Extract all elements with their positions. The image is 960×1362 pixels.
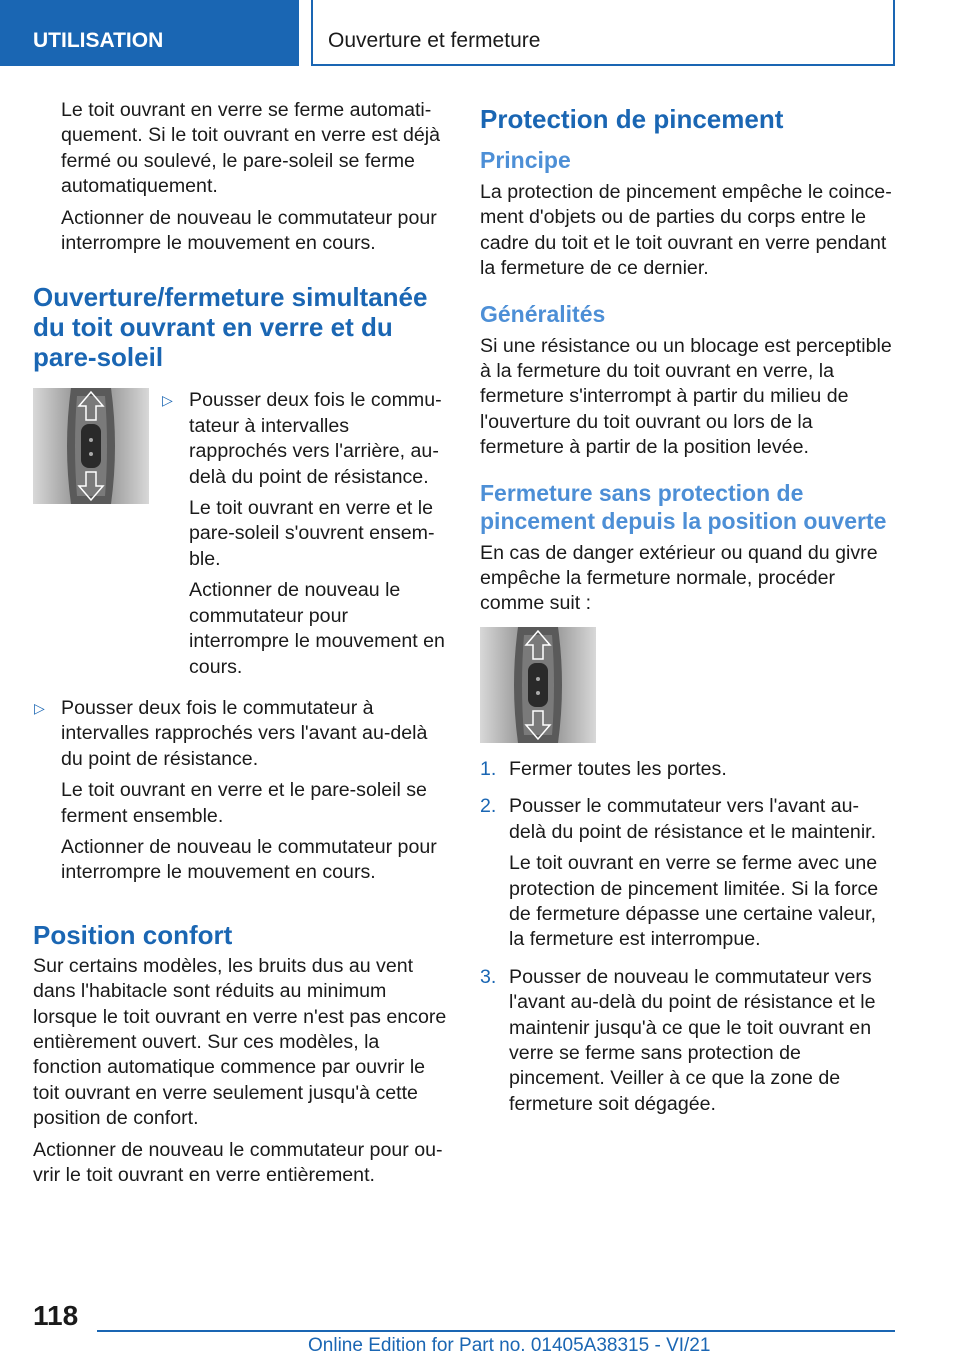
step-item	[480, 794, 895, 958]
bullet-1-paragraph-1: Pousser deux fois le commutateur à intervalles rapprochés vers l'arrière, au-delà du point de résistance.	[189, 389, 442, 488]
heading-confort: Position confort	[33, 919, 233, 950]
step-number: 2.	[480, 795, 497, 818]
step-2-paragraph-2: Le toit ouvrant en verre se ferme avec une protection de pincement limitée. Si la force de fermeture dépasse une certaine valeur, la fermeture est interrompue.	[509, 852, 879, 951]
edition-text: Online Edition for Part no. 01405A38315 - VI/21	[308, 1335, 711, 1356]
right-column	[480, 98, 895, 1129]
bullet-2-paragraph-2: Le toit ouvrant en verre et le pare-soleil se ferment ensemble.	[61, 779, 427, 827]
step-number: 3.	[480, 965, 497, 988]
heading-principe: Principe	[480, 147, 571, 173]
bullet-1-block	[149, 388, 448, 691]
bullet-triangle-icon: ▷	[162, 392, 173, 409]
left-column	[33, 98, 448, 1194]
intro-paragraph-2: Actionner de nouveau le commutateur pour interrompre le mouvement en cours.	[61, 206, 437, 255]
intro-block	[33, 98, 448, 256]
step-item	[480, 757, 895, 788]
switch-image-row	[33, 388, 448, 691]
heading-generalites: Généralités	[480, 300, 606, 327]
roof-switch-image	[33, 388, 149, 504]
bullet-2-paragraph-1: Pousser deux fois le commutateur à intervalles rapprochés vers l'avant au-delà du point de résistance.	[61, 696, 428, 770]
sans-protection-paragraph: En cas de danger extérieur ou quand du givre empêche la fermeture normale, procéder comme suit :	[480, 541, 878, 615]
intro-paragraph-1: Le toit ouvrant en verre se ferme automatiquement. Si le toit ouvrant en verre est déjà fermé ou soulevé, le pare-soleil se ferme automatiquement.	[61, 99, 441, 198]
bullet-2-paragraph-3: Actionner de nouveau le commutateur pour interrompre le mouvement en cours.	[61, 835, 437, 884]
bullet-item	[161, 388, 448, 685]
roof-switch-illustration	[33, 388, 149, 504]
confort-paragraph-1: Sur certains modèles, les bruits dus au vent dans l'habitacle sont réduits au minimum lorsque le toit ouvrant en verre n'est pas encore entièrement ouvert. Sur ces modèles, la fonction automatique commence par ouvrir le toit ouvrant en verre seulement jusqu'à cette position de confort.	[33, 954, 447, 1130]
generalites-paragraph: Si une résistance ou un blocage est perceptible à la fermeture du toit ouvrant en verre, la fermeture s'interrompt à partir du milieu de l'ouverture du toit ouvrant ou lors de la fermeture à partir de la position levée.	[480, 334, 892, 459]
step-2-paragraph-1: Pousser le commutateur vers l'avant au-delà du point de résistance et le maintenir.	[509, 795, 877, 843]
step-1-paragraph: Fermer toutes les portes.	[509, 757, 727, 780]
chapter-title: Ouverture et fermeture	[311, 0, 895, 66]
bullet-item	[33, 696, 448, 892]
confort-paragraph-2: Actionner de nouveau le commutateur pour ouvrir le toit ouvrant en verre entièrement.	[33, 1138, 443, 1186]
step-number: 1.	[480, 757, 497, 780]
bullet-triangle-icon: ▷	[34, 699, 45, 716]
step-3-paragraph: Pousser de nouveau le commutateur vers l'avant au-delà du point de résistance et le maintenir jusqu'à ce que le toit ouvrant en verre se ferme sans protection de pincement. Veiller à ce que la zone de fermeture soit dégagée.	[509, 965, 876, 1115]
roof-switch-image-2	[480, 627, 596, 743]
roof-switch-illustration	[480, 627, 596, 743]
page-number: 118	[33, 1300, 79, 1331]
bullet-1-paragraph-2: Le toit ouvrant en verre et le pare-soleil s'ouvrent ensemble.	[189, 497, 435, 570]
page-header	[0, 0, 960, 66]
heading-protection: Protection de pincement	[480, 104, 784, 134]
bullet-1-paragraph-3: Actionner de nouveau le commutateur pour interrompre le mouvement en cours.	[189, 579, 445, 678]
section-tab: UTILISATION	[0, 0, 299, 66]
heading-sans-protection: Fermeture sans protection de pincement depuis la position ouverte	[480, 479, 887, 534]
page-footer	[0, 1290, 960, 1362]
principe-paragraph: La protection de pincement empêche le coincement d'objets ou de parties du corps entre le cadre du toit et le toit ouvrant en verre pendant la fermeture de ce dernier.	[480, 181, 892, 280]
heading-simultaneous: Ouverture/fermeture simultanée du toit ouvrant en verre et du pare-soleil	[33, 282, 428, 373]
step-item	[480, 965, 895, 1123]
